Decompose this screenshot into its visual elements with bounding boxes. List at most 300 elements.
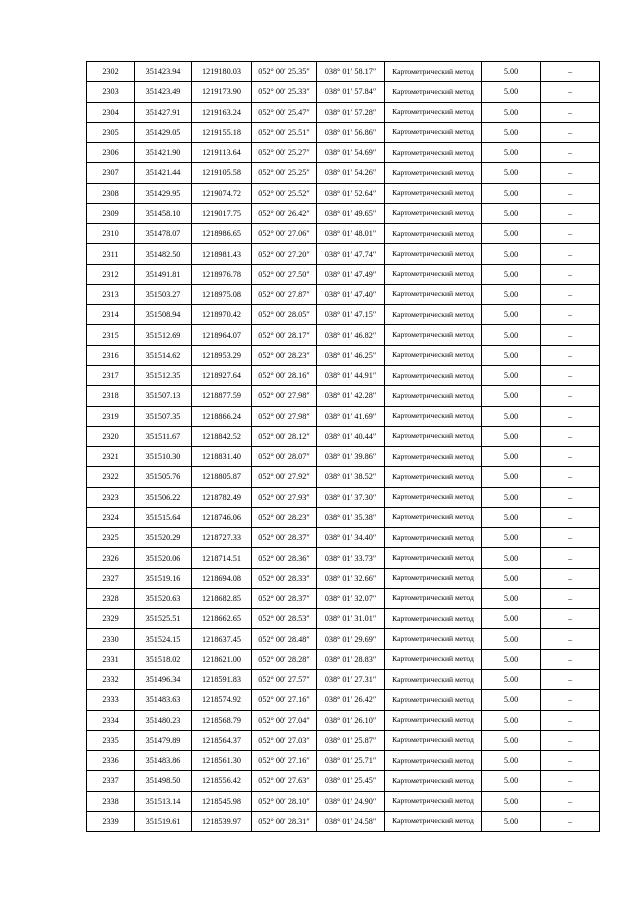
point-number-cell: 2314 xyxy=(87,305,135,325)
x-coordinate-cell: 351483.86 xyxy=(135,751,192,771)
x-coordinate-cell: 351458.10 xyxy=(135,203,192,223)
table-row xyxy=(87,690,600,710)
point-number-cell: 2334 xyxy=(87,710,135,730)
x-coordinate-cell: 351429.05 xyxy=(135,122,192,142)
x-coordinate-cell: 351507.13 xyxy=(135,386,192,406)
table-row xyxy=(87,791,600,811)
longitude-cell: 038° 01′ 37.30″ xyxy=(317,487,385,507)
point-number-cell: 2303 xyxy=(87,82,135,102)
table-body xyxy=(87,62,600,832)
table-row xyxy=(87,305,600,325)
longitude-cell: 038° 01′ 42.28″ xyxy=(317,386,385,406)
y-coordinate-cell: 1218727.33 xyxy=(192,528,252,548)
y-coordinate-cell: 1218782.49 xyxy=(192,487,252,507)
point-number-cell: 2316 xyxy=(87,345,135,365)
accuracy-cell: 5.00 xyxy=(482,487,541,507)
latitude-cell: 052° 00′ 27.98″ xyxy=(252,386,317,406)
note-cell: – xyxy=(541,528,600,548)
x-coordinate-cell: 351480.23 xyxy=(135,710,192,730)
table-row xyxy=(87,629,600,649)
longitude-cell: 038° 01′ 26.10″ xyxy=(317,710,385,730)
point-number-cell: 2323 xyxy=(87,487,135,507)
accuracy-cell: 5.00 xyxy=(482,447,541,467)
x-coordinate-cell: 351519.61 xyxy=(135,811,192,831)
longitude-cell: 038° 01′ 25.87″ xyxy=(317,730,385,750)
longitude-cell: 038° 01′ 44.91″ xyxy=(317,365,385,385)
method-cell: Картометрический метод xyxy=(385,224,482,244)
accuracy-cell: 5.00 xyxy=(482,771,541,791)
latitude-cell: 052° 00′ 25.35″ xyxy=(252,62,317,82)
y-coordinate-cell: 1218694.08 xyxy=(192,568,252,588)
x-coordinate-cell: 351507.35 xyxy=(135,406,192,426)
point-number-cell: 2326 xyxy=(87,548,135,568)
latitude-cell: 052° 00′ 25.33″ xyxy=(252,82,317,102)
note-cell: – xyxy=(541,203,600,223)
latitude-cell: 052° 00′ 28.37″ xyxy=(252,588,317,608)
method-cell: Картометрический метод xyxy=(385,386,482,406)
point-number-cell: 2318 xyxy=(87,386,135,406)
note-cell: – xyxy=(541,548,600,568)
table-row xyxy=(87,183,600,203)
table-row xyxy=(87,487,600,507)
x-coordinate-cell: 351508.94 xyxy=(135,305,192,325)
latitude-cell: 052° 00′ 27.03″ xyxy=(252,730,317,750)
latitude-cell: 052° 00′ 27.16″ xyxy=(252,690,317,710)
accuracy-cell: 5.00 xyxy=(482,507,541,527)
table-row xyxy=(87,62,600,82)
point-number-cell: 2324 xyxy=(87,507,135,527)
y-coordinate-cell: 1218981.43 xyxy=(192,244,252,264)
x-coordinate-cell: 351512.35 xyxy=(135,365,192,385)
y-coordinate-cell: 1219163.24 xyxy=(192,102,252,122)
y-coordinate-cell: 1218866.24 xyxy=(192,406,252,426)
longitude-cell: 038° 01′ 57.28″ xyxy=(317,102,385,122)
latitude-cell: 052° 00′ 28.23″ xyxy=(252,507,317,527)
latitude-cell: 052° 00′ 25.47″ xyxy=(252,102,317,122)
longitude-cell: 038° 01′ 48.01″ xyxy=(317,224,385,244)
method-cell: Картометрический метод xyxy=(385,568,482,588)
x-coordinate-cell: 351511.67 xyxy=(135,426,192,446)
latitude-cell: 052° 00′ 25.51″ xyxy=(252,122,317,142)
latitude-cell: 052° 00′ 28.10″ xyxy=(252,791,317,811)
table-row xyxy=(87,548,600,568)
y-coordinate-cell: 1218561.30 xyxy=(192,751,252,771)
point-number-cell: 2312 xyxy=(87,264,135,284)
table-row xyxy=(87,264,600,284)
longitude-cell: 038° 01′ 46.25″ xyxy=(317,345,385,365)
note-cell: – xyxy=(541,406,600,426)
table-row xyxy=(87,284,600,304)
table-row xyxy=(87,447,600,467)
y-coordinate-cell: 1219155.18 xyxy=(192,122,252,142)
longitude-cell: 038° 01′ 24.58″ xyxy=(317,811,385,831)
x-coordinate-cell: 351518.02 xyxy=(135,649,192,669)
method-cell: Картометрический метод xyxy=(385,771,482,791)
x-coordinate-cell: 351513.14 xyxy=(135,791,192,811)
longitude-cell: 038° 01′ 25.71″ xyxy=(317,751,385,771)
accuracy-cell: 5.00 xyxy=(482,588,541,608)
table-row xyxy=(87,528,600,548)
y-coordinate-cell: 1218986.65 xyxy=(192,224,252,244)
point-number-cell: 2302 xyxy=(87,62,135,82)
note-cell: – xyxy=(541,183,600,203)
method-cell: Картометрический метод xyxy=(385,487,482,507)
note-cell: – xyxy=(541,102,600,122)
longitude-cell: 038° 01′ 26.42″ xyxy=(317,690,385,710)
longitude-cell: 038° 01′ 52.64″ xyxy=(317,183,385,203)
y-coordinate-cell: 1218574.92 xyxy=(192,690,252,710)
longitude-cell: 038° 01′ 29.69″ xyxy=(317,629,385,649)
note-cell: – xyxy=(541,244,600,264)
note-cell: – xyxy=(541,629,600,649)
longitude-cell: 038° 01′ 47.74″ xyxy=(317,244,385,264)
note-cell: – xyxy=(541,284,600,304)
method-cell: Картометрический метод xyxy=(385,244,482,264)
note-cell: – xyxy=(541,467,600,487)
latitude-cell: 052° 00′ 28.33″ xyxy=(252,568,317,588)
accuracy-cell: 5.00 xyxy=(482,264,541,284)
x-coordinate-cell: 351514.62 xyxy=(135,345,192,365)
accuracy-cell: 5.00 xyxy=(482,284,541,304)
latitude-cell: 052° 00′ 27.98″ xyxy=(252,406,317,426)
note-cell: – xyxy=(541,487,600,507)
point-number-cell: 2308 xyxy=(87,183,135,203)
table-row xyxy=(87,609,600,629)
accuracy-cell: 5.00 xyxy=(482,122,541,142)
point-number-cell: 2306 xyxy=(87,143,135,163)
latitude-cell: 052° 00′ 27.87″ xyxy=(252,284,317,304)
table-row xyxy=(87,143,600,163)
x-coordinate-cell: 351510.30 xyxy=(135,447,192,467)
y-coordinate-cell: 1218970.42 xyxy=(192,305,252,325)
method-cell: Картометрический метод xyxy=(385,102,482,122)
x-coordinate-cell: 351524.15 xyxy=(135,629,192,649)
latitude-cell: 052° 00′ 28.31″ xyxy=(252,811,317,831)
table-row xyxy=(87,102,600,122)
x-coordinate-cell: 351478.07 xyxy=(135,224,192,244)
y-coordinate-cell: 1218953.29 xyxy=(192,345,252,365)
y-coordinate-cell: 1219017.75 xyxy=(192,203,252,223)
latitude-cell: 052° 00′ 27.06″ xyxy=(252,224,317,244)
y-coordinate-cell: 1218568.79 xyxy=(192,710,252,730)
x-coordinate-cell: 351519.16 xyxy=(135,568,192,588)
method-cell: Картометрический метод xyxy=(385,203,482,223)
y-coordinate-cell: 1218746.06 xyxy=(192,507,252,527)
x-coordinate-cell: 351525.51 xyxy=(135,609,192,629)
y-coordinate-cell: 1218545.98 xyxy=(192,791,252,811)
table-row xyxy=(87,568,600,588)
method-cell: Картометрический метод xyxy=(385,447,482,467)
point-number-cell: 2339 xyxy=(87,811,135,831)
latitude-cell: 052° 00′ 25.27″ xyxy=(252,143,317,163)
method-cell: Картометрический метод xyxy=(385,345,482,365)
point-number-cell: 2304 xyxy=(87,102,135,122)
table-row xyxy=(87,203,600,223)
y-coordinate-cell: 1219113.64 xyxy=(192,143,252,163)
method-cell: Картометрический метод xyxy=(385,649,482,669)
method-cell: Картометрический метод xyxy=(385,528,482,548)
latitude-cell: 052° 00′ 25.25″ xyxy=(252,163,317,183)
note-cell: – xyxy=(541,771,600,791)
longitude-cell: 038° 01′ 47.40″ xyxy=(317,284,385,304)
longitude-cell: 038° 01′ 40.44″ xyxy=(317,426,385,446)
x-coordinate-cell: 351423.94 xyxy=(135,62,192,82)
method-cell: Картометрический метод xyxy=(385,122,482,142)
accuracy-cell: 5.00 xyxy=(482,609,541,629)
y-coordinate-cell: 1218927.64 xyxy=(192,365,252,385)
latitude-cell: 052° 00′ 28.53″ xyxy=(252,609,317,629)
longitude-cell: 038° 01′ 41.69″ xyxy=(317,406,385,426)
table-row xyxy=(87,365,600,385)
note-cell: – xyxy=(541,447,600,467)
method-cell: Картометрический метод xyxy=(385,690,482,710)
accuracy-cell: 5.00 xyxy=(482,811,541,831)
note-cell: – xyxy=(541,609,600,629)
table-row xyxy=(87,588,600,608)
longitude-cell: 038° 01′ 57.84″ xyxy=(317,82,385,102)
accuracy-cell: 5.00 xyxy=(482,751,541,771)
accuracy-cell: 5.00 xyxy=(482,203,541,223)
method-cell: Картометрический метод xyxy=(385,82,482,102)
y-coordinate-cell: 1218842.52 xyxy=(192,426,252,446)
accuracy-cell: 5.00 xyxy=(482,406,541,426)
table-row xyxy=(87,771,600,791)
point-number-cell: 2320 xyxy=(87,426,135,446)
longitude-cell: 038° 01′ 28.83″ xyxy=(317,649,385,669)
accuracy-cell: 5.00 xyxy=(482,365,541,385)
point-number-cell: 2322 xyxy=(87,467,135,487)
latitude-cell: 052° 00′ 28.28″ xyxy=(252,649,317,669)
longitude-cell: 038° 01′ 32.66″ xyxy=(317,568,385,588)
table-row xyxy=(87,406,600,426)
x-coordinate-cell: 351429.95 xyxy=(135,183,192,203)
x-coordinate-cell: 351520.29 xyxy=(135,528,192,548)
x-coordinate-cell: 351483.63 xyxy=(135,690,192,710)
longitude-cell: 038° 01′ 54.26″ xyxy=(317,163,385,183)
latitude-cell: 052° 00′ 27.93″ xyxy=(252,487,317,507)
x-coordinate-cell: 351512.69 xyxy=(135,325,192,345)
point-number-cell: 2327 xyxy=(87,568,135,588)
note-cell: – xyxy=(541,568,600,588)
method-cell: Картометрический метод xyxy=(385,811,482,831)
longitude-cell: 038° 01′ 24.90″ xyxy=(317,791,385,811)
y-coordinate-cell: 1218556.42 xyxy=(192,771,252,791)
method-cell: Картометрический метод xyxy=(385,548,482,568)
point-number-cell: 2330 xyxy=(87,629,135,649)
latitude-cell: 052° 00′ 28.23″ xyxy=(252,345,317,365)
point-number-cell: 2332 xyxy=(87,669,135,689)
point-number-cell: 2319 xyxy=(87,406,135,426)
latitude-cell: 052° 00′ 28.16″ xyxy=(252,365,317,385)
longitude-cell: 038° 01′ 25.45″ xyxy=(317,771,385,791)
table-row xyxy=(87,325,600,345)
note-cell: – xyxy=(541,325,600,345)
method-cell: Картометрический метод xyxy=(385,284,482,304)
accuracy-cell: 5.00 xyxy=(482,325,541,345)
table-row xyxy=(87,669,600,689)
note-cell: – xyxy=(541,122,600,142)
y-coordinate-cell: 1218637.45 xyxy=(192,629,252,649)
table-row xyxy=(87,82,600,102)
accuracy-cell: 5.00 xyxy=(482,710,541,730)
point-number-cell: 2309 xyxy=(87,203,135,223)
latitude-cell: 052° 00′ 27.63″ xyxy=(252,771,317,791)
point-number-cell: 2328 xyxy=(87,588,135,608)
method-cell: Картометрический метод xyxy=(385,710,482,730)
longitude-cell: 038° 01′ 35.38″ xyxy=(317,507,385,527)
accuracy-cell: 5.00 xyxy=(482,649,541,669)
table-row xyxy=(87,751,600,771)
point-number-cell: 2335 xyxy=(87,730,135,750)
latitude-cell: 052° 00′ 27.16″ xyxy=(252,751,317,771)
note-cell: – xyxy=(541,163,600,183)
accuracy-cell: 5.00 xyxy=(482,467,541,487)
method-cell: Картометрический метод xyxy=(385,264,482,284)
method-cell: Картометрический метод xyxy=(385,791,482,811)
latitude-cell: 052° 00′ 28.07″ xyxy=(252,447,317,467)
y-coordinate-cell: 1219105.58 xyxy=(192,163,252,183)
y-coordinate-cell: 1218682.85 xyxy=(192,588,252,608)
x-coordinate-cell: 351482.50 xyxy=(135,244,192,264)
method-cell: Картометрический метод xyxy=(385,183,482,203)
accuracy-cell: 5.00 xyxy=(482,690,541,710)
method-cell: Картометрический метод xyxy=(385,305,482,325)
note-cell: – xyxy=(541,791,600,811)
accuracy-cell: 5.00 xyxy=(482,386,541,406)
table-row xyxy=(87,122,600,142)
y-coordinate-cell: 1218976.78 xyxy=(192,264,252,284)
method-cell: Картометрический метод xyxy=(385,730,482,750)
y-coordinate-cell: 1218564.37 xyxy=(192,730,252,750)
longitude-cell: 038° 01′ 27.31″ xyxy=(317,669,385,689)
note-cell: – xyxy=(541,710,600,730)
method-cell: Картометрический метод xyxy=(385,426,482,446)
latitude-cell: 052° 00′ 27.50″ xyxy=(252,264,317,284)
accuracy-cell: 5.00 xyxy=(482,102,541,122)
point-number-cell: 2307 xyxy=(87,163,135,183)
note-cell: – xyxy=(541,730,600,750)
point-number-cell: 2333 xyxy=(87,690,135,710)
x-coordinate-cell: 351427.91 xyxy=(135,102,192,122)
x-coordinate-cell: 351505.76 xyxy=(135,467,192,487)
y-coordinate-cell: 1218964.07 xyxy=(192,325,252,345)
y-coordinate-cell: 1218805.87 xyxy=(192,467,252,487)
note-cell: – xyxy=(541,82,600,102)
note-cell: – xyxy=(541,426,600,446)
x-coordinate-cell: 351423.49 xyxy=(135,82,192,102)
y-coordinate-cell: 1218662.65 xyxy=(192,609,252,629)
method-cell: Картометрический метод xyxy=(385,406,482,426)
longitude-cell: 038° 01′ 33.73″ xyxy=(317,548,385,568)
accuracy-cell: 5.00 xyxy=(482,244,541,264)
accuracy-cell: 5.00 xyxy=(482,426,541,446)
table-row xyxy=(87,345,600,365)
x-coordinate-cell: 351479.89 xyxy=(135,730,192,750)
latitude-cell: 052° 00′ 27.04″ xyxy=(252,710,317,730)
table-row xyxy=(87,224,600,244)
note-cell: – xyxy=(541,386,600,406)
accuracy-cell: 5.00 xyxy=(482,82,541,102)
latitude-cell: 052° 00′ 26.42″ xyxy=(252,203,317,223)
method-cell: Картометрический метод xyxy=(385,609,482,629)
point-number-cell: 2313 xyxy=(87,284,135,304)
x-coordinate-cell: 351515.64 xyxy=(135,507,192,527)
longitude-cell: 038° 01′ 32.07″ xyxy=(317,588,385,608)
table-row xyxy=(87,244,600,264)
accuracy-cell: 5.00 xyxy=(482,224,541,244)
method-cell: Картометрический метод xyxy=(385,62,482,82)
y-coordinate-cell: 1218831.40 xyxy=(192,447,252,467)
table-row xyxy=(87,426,600,446)
table-row xyxy=(87,811,600,831)
accuracy-cell: 5.00 xyxy=(482,730,541,750)
latitude-cell: 052° 00′ 25.52″ xyxy=(252,183,317,203)
table-row xyxy=(87,649,600,669)
table-row xyxy=(87,467,600,487)
longitude-cell: 038° 01′ 47.49″ xyxy=(317,264,385,284)
note-cell: – xyxy=(541,264,600,284)
accuracy-cell: 5.00 xyxy=(482,528,541,548)
note-cell: – xyxy=(541,649,600,669)
method-cell: Картометрический метод xyxy=(385,467,482,487)
x-coordinate-cell: 351498.50 xyxy=(135,771,192,791)
y-coordinate-cell: 1218714.51 xyxy=(192,548,252,568)
method-cell: Картометрический метод xyxy=(385,629,482,649)
point-number-cell: 2329 xyxy=(87,609,135,629)
coordinates-table xyxy=(86,61,600,832)
x-coordinate-cell: 351421.44 xyxy=(135,163,192,183)
latitude-cell: 052° 00′ 28.36″ xyxy=(252,548,317,568)
point-number-cell: 2325 xyxy=(87,528,135,548)
accuracy-cell: 5.00 xyxy=(482,143,541,163)
accuracy-cell: 5.00 xyxy=(482,669,541,689)
longitude-cell: 038° 01′ 38.52″ xyxy=(317,467,385,487)
y-coordinate-cell: 1219173.90 xyxy=(192,82,252,102)
method-cell: Картометрический метод xyxy=(385,751,482,771)
longitude-cell: 038° 01′ 54.69″ xyxy=(317,143,385,163)
longitude-cell: 038° 01′ 58.17″ xyxy=(317,62,385,82)
note-cell: – xyxy=(541,305,600,325)
accuracy-cell: 5.00 xyxy=(482,183,541,203)
x-coordinate-cell: 351491.81 xyxy=(135,264,192,284)
y-coordinate-cell: 1218975.08 xyxy=(192,284,252,304)
longitude-cell: 038° 01′ 56.86″ xyxy=(317,122,385,142)
note-cell: – xyxy=(541,62,600,82)
table-row xyxy=(87,163,600,183)
x-coordinate-cell: 351496.34 xyxy=(135,669,192,689)
accuracy-cell: 5.00 xyxy=(482,163,541,183)
note-cell: – xyxy=(541,365,600,385)
y-coordinate-cell: 1218877.59 xyxy=(192,386,252,406)
longitude-cell: 038° 01′ 46.82″ xyxy=(317,325,385,345)
y-coordinate-cell: 1218539.97 xyxy=(192,811,252,831)
note-cell: – xyxy=(541,588,600,608)
point-number-cell: 2337 xyxy=(87,771,135,791)
accuracy-cell: 5.00 xyxy=(482,568,541,588)
table-row xyxy=(87,386,600,406)
longitude-cell: 038° 01′ 47.15″ xyxy=(317,305,385,325)
latitude-cell: 052° 00′ 28.17″ xyxy=(252,325,317,345)
method-cell: Картометрический метод xyxy=(385,588,482,608)
y-coordinate-cell: 1218591.83 xyxy=(192,669,252,689)
point-number-cell: 2331 xyxy=(87,649,135,669)
point-number-cell: 2317 xyxy=(87,365,135,385)
latitude-cell: 052° 00′ 28.05″ xyxy=(252,305,317,325)
x-coordinate-cell: 351506.22 xyxy=(135,487,192,507)
longitude-cell: 038° 01′ 34.40″ xyxy=(317,528,385,548)
note-cell: – xyxy=(541,143,600,163)
point-number-cell: 2338 xyxy=(87,791,135,811)
